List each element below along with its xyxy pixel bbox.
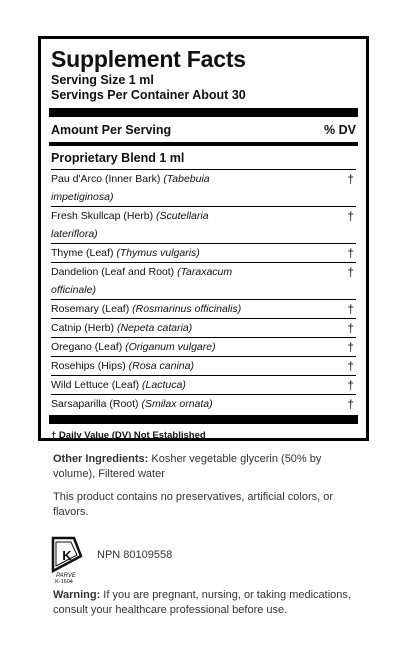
ingredient-text bbox=[51, 319, 251, 337]
amount-per-serving-label: Amount Per Serving bbox=[51, 123, 172, 137]
dv-footnote: † Daily Value (DV) Not Established bbox=[51, 430, 206, 441]
npn-number: NPN 80109558 bbox=[97, 549, 173, 561]
ingredient-text bbox=[51, 207, 251, 243]
servings-per-container: Servings Per Container About 30 bbox=[51, 88, 246, 102]
ingredient-row bbox=[51, 395, 356, 413]
ingredient-row bbox=[51, 319, 356, 338]
ingredient-name: Catnip (Herb) bbox=[51, 322, 117, 334]
ingredient-latin-name: (Origanum vulgare) bbox=[125, 341, 216, 353]
ingredient-row bbox=[51, 357, 356, 376]
ingredient-text bbox=[51, 300, 251, 318]
ingredient-dv: † bbox=[347, 172, 354, 186]
ingredient-row bbox=[51, 376, 356, 395]
other-ingredients-text: Kosher vegetable glycerin (50% by volume), Filtered water bbox=[53, 453, 322, 480]
amount-header bbox=[51, 117, 356, 142]
kosher-parve: PARVE bbox=[56, 573, 76, 579]
other-ingredients-label: Other Ingredients: bbox=[53, 453, 149, 465]
no-preservatives-note: This product contains no preservatives, artificial colors, or flavors. bbox=[53, 491, 334, 518]
ingredient-row bbox=[51, 207, 356, 244]
ingredient-latin-name: (Scutellaria lateriflora) bbox=[51, 210, 209, 240]
dv-label: % DV bbox=[324, 123, 356, 137]
ingredient-dv: † bbox=[347, 321, 354, 335]
ingredient-list bbox=[51, 170, 356, 413]
ingredient-name: Thyme (Leaf) bbox=[51, 247, 117, 259]
warning-note bbox=[53, 588, 363, 618]
ingredient-name: Fresh Skullcap (Herb) bbox=[51, 210, 157, 222]
supplement-facts-panel bbox=[38, 36, 369, 441]
ingredient-latin-name: (Smilax ornata) bbox=[141, 398, 213, 410]
ingredient-row bbox=[51, 244, 356, 263]
ingredient-text bbox=[51, 395, 251, 413]
ingredient-name: Oregano (Leaf) bbox=[51, 341, 126, 353]
ingredient-text bbox=[51, 338, 251, 356]
kosher-letter: K bbox=[62, 548, 72, 563]
ingredient-text bbox=[51, 244, 251, 262]
serving-size: Serving Size 1 ml bbox=[51, 73, 154, 87]
ingredient-latin-name: (Lactuca) bbox=[142, 379, 186, 391]
warning-text: If you are pregnant, nursing, or taking medications, consult your healthcare professional before use. bbox=[53, 589, 351, 616]
divider-thick bbox=[49, 108, 358, 117]
ingredient-latin-name: (Nepeta cataria) bbox=[116, 322, 193, 334]
kosher-parve-logo bbox=[50, 535, 86, 583]
ingredient-text bbox=[51, 376, 251, 394]
ingredient-dv: † bbox=[347, 302, 354, 316]
ingredient-dv: † bbox=[347, 265, 354, 279]
ingredient-latin-name: (Tabebuia impetiginosa) bbox=[51, 173, 210, 203]
kosher-code: K-1604 bbox=[55, 579, 73, 583]
ingredient-latin-name: (Rosmarinus officinalis) bbox=[132, 303, 242, 315]
ingredient-name: Rosehips (Hips) bbox=[51, 360, 129, 372]
ingredient-name: Dandelion (Leaf and Root) bbox=[51, 266, 178, 278]
ingredient-name: Rosemary (Leaf) bbox=[51, 303, 133, 315]
ingredient-row bbox=[51, 263, 356, 300]
ingredient-dv: † bbox=[347, 378, 354, 392]
ingredient-name: Wild Lettuce (Leaf) bbox=[51, 379, 143, 391]
blend-label: Proprietary Blend 1 ml bbox=[51, 146, 356, 170]
ingredient-dv: † bbox=[347, 340, 354, 354]
ingredient-latin-name: (Rosa canina) bbox=[128, 360, 194, 372]
other-ingredients bbox=[53, 452, 363, 482]
warning-label: Warning: bbox=[53, 589, 101, 601]
facts-title: Supplement Facts bbox=[51, 46, 246, 72]
kosher-icon bbox=[50, 535, 86, 583]
ingredient-row bbox=[51, 338, 356, 357]
ingredient-name: Sarsaparilla (Root) bbox=[51, 398, 142, 410]
ingredient-name: Pau d'Arco (Inner Bark) bbox=[51, 173, 164, 185]
ingredient-row bbox=[51, 170, 356, 207]
ingredient-dv: † bbox=[347, 209, 354, 223]
ingredient-dv: † bbox=[347, 397, 354, 411]
ingredient-latin-name: (Taraxacum officinale) bbox=[51, 266, 233, 296]
ingredient-text bbox=[51, 263, 251, 299]
ingredient-text bbox=[51, 170, 251, 206]
ingredient-row bbox=[51, 300, 356, 319]
ingredient-dv: † bbox=[347, 359, 354, 373]
ingredient-dv: † bbox=[347, 246, 354, 260]
divider-thick bbox=[49, 415, 358, 424]
ingredient-latin-name: (Thymus vulgaris) bbox=[116, 247, 200, 259]
ingredient-text bbox=[51, 357, 251, 375]
